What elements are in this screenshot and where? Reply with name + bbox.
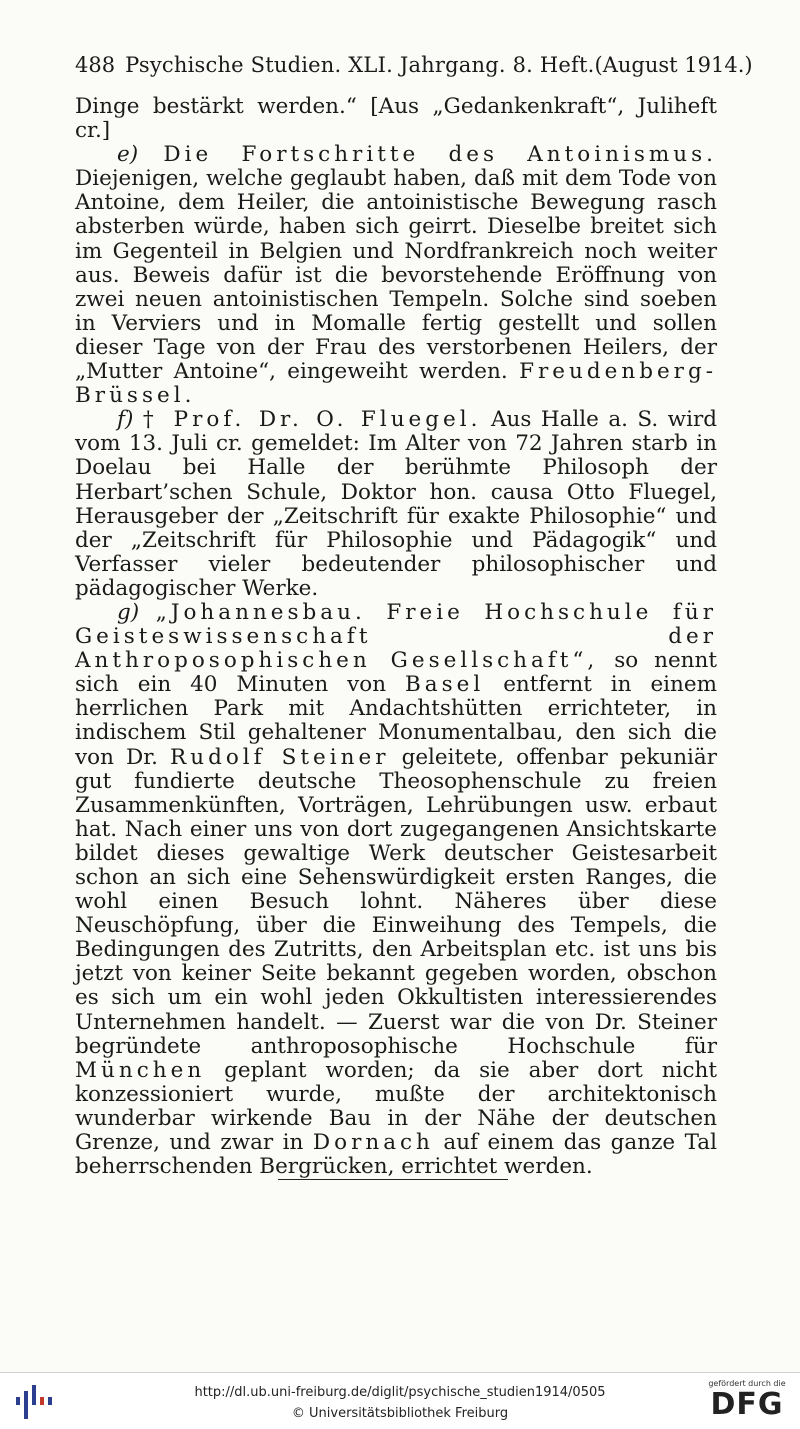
dfg-wordmark: DFG [710,1387,784,1422]
paragraph-e [75,143,717,408]
item-text-g-2: entfernt in einem herrlichen Park mit Andachtshütten errichteter, in indischem Stil gehaltener Monumentalbau, den sich die von Dr. [75,672,717,770]
item-text-f: Aus Halle a. S. wird vom 13. Juli cr. gemeldet: Im Alter von 72 Jahren starb in Doelau bei Halle der berühmte Philosoph der Herbart’schen Schule, Doktor hon. causa Otto Fluegel, Herausgeber der „Zeitschrift für exakte Philosophie“ und der „Zeitschrift für Philosophie und Pädagogik“ und Verfasser vieler bedeutender philosophischer und pädagogischer Werke. [75,407,717,601]
article-body [75,95,717,1179]
dfg-logo-icon [704,1379,790,1421]
viewer-footer [0,1372,800,1429]
permalink-url[interactable]: http://dl.ub.uni-freiburg.de/diglit/psychische_studien1914/0505 [194,1385,606,1400]
place-muenchen: München [75,1057,206,1083]
running-title: Psychische Studien. XLI. Jahrgang. 8. Heft. [125,53,595,77]
place-basel: Basel [405,672,485,698]
running-header [75,50,753,80]
item-heading-e: Die Fortschritte des Antoinismus. [163,142,717,168]
section-divider [278,1179,508,1180]
page-number: 488 [75,53,116,77]
item-text-g-3: geleitete, offenbar pekuniär gut fundierte deutsche Theosophenschule zu freien Zusammenkünften, Vorträgen, Lehrübungen usw. erbaut hat. Nach einer uns von dort zugegangenen Ansichtskarte bildet dieses gewaltige Werk deutscher Geistesarbeit schon an sich eine Sehenswürdigkeit ersten Ranges, die wohl einen Besuch lohnt. Näheres über diese Neuschöpfung, über die Einweihung des Tempels, die Bedingungen des Zutritts, den Arbeitsplan etc. ist uns bis jetzt von keiner Seite bekannt gegeben worden, obschon es sich um ein wohl jeden Okkultisten interessierendes Unternehmen handelt. — Zuerst war die von Dr. Steiner begründete anthroposophische Hochschule für [75,744,718,1059]
issue-date: (August 1914.) [594,53,753,77]
item-text-e: Diejenigen, welche geglaubt haben, daß mit dem Tode von Antoine, dem Heiler, die antoinistische Bewegung rasch absterben würde, haben sich geirrt. Dieselbe breitet sich im Gegenteil in Belgien und Nordfrankreich noch weiter aus. Beweis dafür ist die bevorstehende Eröffnung von zwei neuen antoinistischen Tempeln. Solche sind soeben in Verviers und in Momalle fertig gestellt und sollen dieser Tage von der Frau des verstorbenen Heilers, der „Mutter Antoine“, eingeweiht werden. [75,166,717,385]
paragraph-intro: Dinge bestärkt werden.“ [Aus „Gedankenkraft“, Juliheft cr.] [75,94,717,144]
item-heading-f: † Prof. Dr. O. Fluegel. [142,407,482,433]
item-heading-g: „Johannesbau. Freie Hochschule für Geisteswissenschaft der Anthroposophischen Gesellschaft“, [75,599,717,674]
item-text-g-5: auf einem das ganze Tal beherrschenden Bergrücken, errichtet werden. [75,1130,718,1180]
paragraph-g [75,601,717,1179]
item-signature-e: Freudenberg-Brüssel. [75,359,717,409]
dfg-funded-by: gefördert durch die [708,1379,786,1388]
paragraph-f [75,408,717,601]
item-text-g-4: geplant worden; da sie aber dort nicht konzessioniert wurde, mußte der architektonisch wunderbar wirkende Bau in der Nähe der deutschen Grenze, und zwar in [75,1057,717,1156]
item-label-e: e) [117,142,139,168]
copyright-notice: © Universitätsbibliothek Freiburg [291,1406,509,1421]
item-label-f: f) [117,407,134,433]
item-label-g: g) [117,599,140,625]
item-text-g-1: so nennt sich ein 40 Minuten von [75,648,717,698]
place-dornach: Dornach [312,1130,434,1156]
person-steiner: Rudolf Steiner [170,744,390,770]
